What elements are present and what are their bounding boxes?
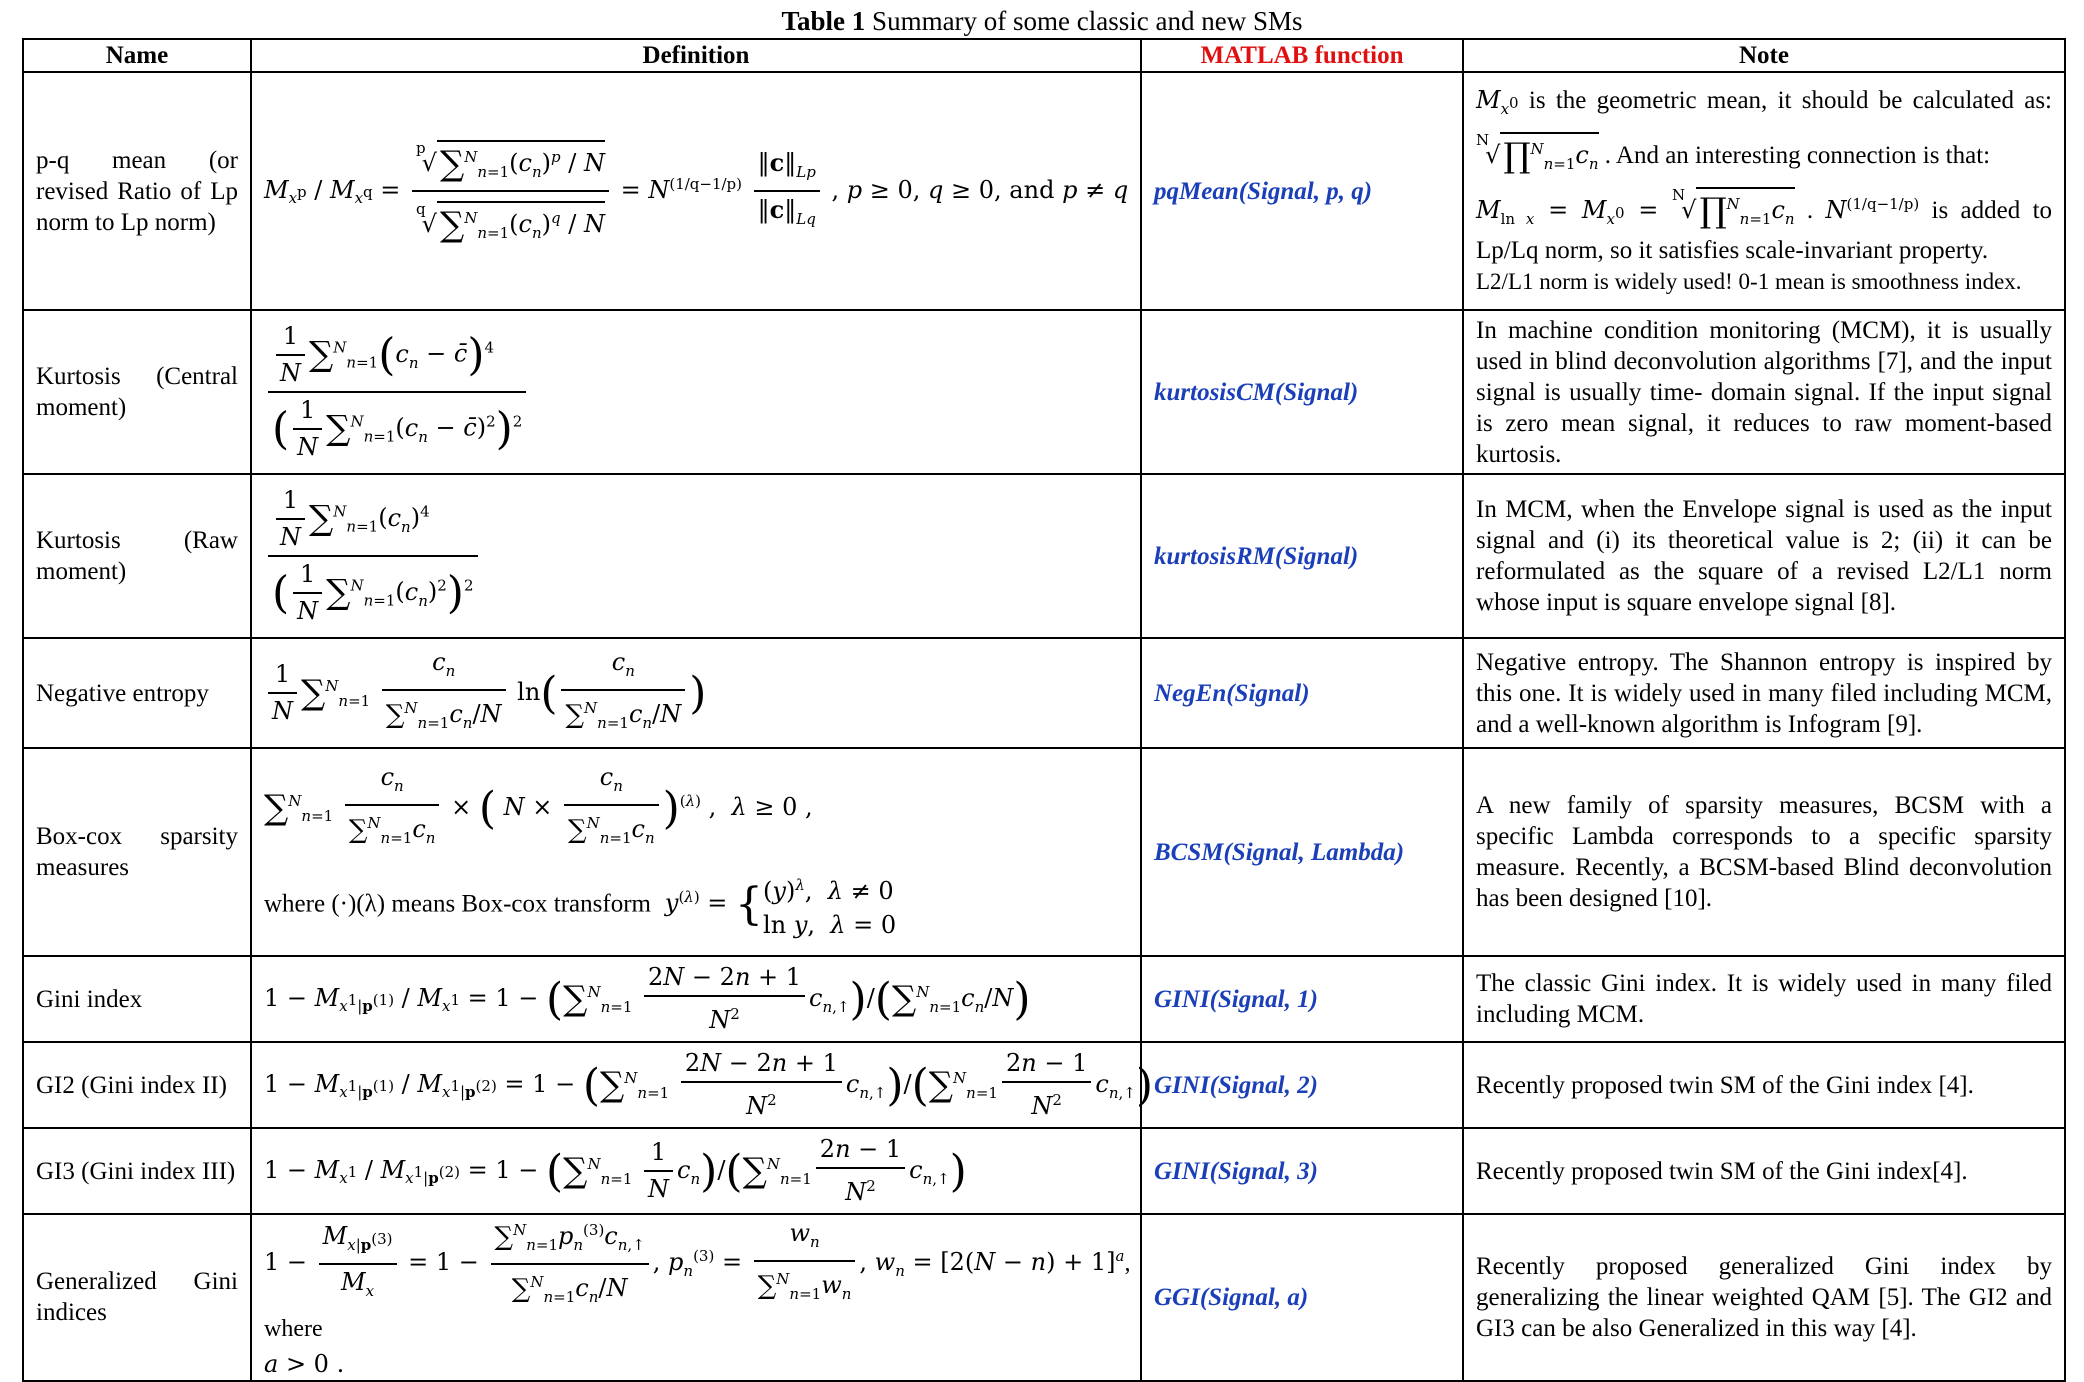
matlab-function: BCSM(Signal, Lambda) (1141, 748, 1463, 956)
row-name: Kurtosis (Raw moment) (23, 474, 251, 638)
formula: ∑$^N_{n=1}$ $\frac{c_n}{\sum^N_{n=1}c_n}$ × ( N × $\frac{c_n}{\sum^N_{n=1}c_n}$ )$^{(\lambda)}$ , λ ≥ 0 , (264, 763, 813, 847)
formula: $\frac{1}{N}$ $\sum^N_{n=1}(c_n)^4$ ( $\frac{1}{N}$ $\sum^N_{n=1}(c_n)^2)^2$ (268, 485, 478, 627)
row-note: In machine condition monitoring (MCM), it is usually used in blind deconvolution algorithms [7], and the input signal is usually time- domain signal. If the input signal is zero mean signal, it reduces to raw moment-based kurtosis. (1463, 310, 2065, 474)
table-row (23, 748, 2065, 956)
header-row (23, 39, 2065, 72)
caption-text: Summary of some classic and new SMs (872, 6, 1303, 36)
matlab-function: NegEn(Signal) (1141, 638, 1463, 748)
matlab-function: GINI(Signal, 1) (1141, 956, 1463, 1042)
row-definition (251, 1128, 1141, 1214)
row-note: A new family of sparsity measures, BCSM with a specific Lambda corresponds to a specific sparsity measure. Recently, a BCSM-based Blind deconvolution has been designed [10]. (1463, 748, 2065, 956)
condition: a > 0 . (264, 1349, 345, 1378)
table-row (23, 1042, 2065, 1128)
row-note: Recently proposed generalized Gini index by generalizing the linear weighted QAM [5]. The GI2 and GI3 can be also Generalized in this way [4]. (1463, 1214, 2065, 1381)
row-definition (251, 1214, 1141, 1381)
header-name: Name (23, 39, 251, 72)
row-definition (251, 72, 1141, 310)
formula: $\frac{1}{N}$ ∑$^N_{n=1}$ $\frac{c_n}{\sum^N_{n=1}c_n/N}$ ln( $\frac{c_n}{\sum^N_{n=1}c_n/N}$ ) (264, 678, 706, 706)
row-note: The classic Gini index. It is widely used in many filed including MCM. (1463, 956, 2065, 1042)
formula: $1 - M_{x^1|p^{(1)}} / M_{x^1} = 1 - (\sum^N_{n=1}$ $\frac{2N - 2n + 1}{N^2}$ $c_{n,↑})/(\sum^N_{n=1}c_n/N)$ (264, 963, 1031, 1034)
sm-summary-table (22, 38, 2066, 1382)
row-name: GI2 (Gini index II) (23, 1042, 251, 1128)
formula: 1 − $\frac{M_{x|p^{(3)}}}{M_x}$ = 1 − $\frac{\sum^N_{n=1}p_n^{(3)}c_{n,↑}}{\sum^N_{n=1}c_n/N}$ , $p_n^{(3)}$ = $\frac{w_n}{\sum^N_{n=1}w_n}$ , $w_n = [2(N - n) + 1]^a$ (264, 1248, 1124, 1276)
header-definition: Definition (251, 39, 1141, 72)
table-row (23, 1128, 2065, 1214)
row-name: Kurtosis (Central moment) (23, 310, 251, 474)
table-caption (0, 4, 2084, 38)
row-definition (251, 310, 1141, 474)
row-note: In MCM, when the Envelope signal is used as the input signal and (i) its theoretical value is 2; (ii) it can be reformulated as the square of a revised L2/L1 norm whose input is square envelope signal [8]. (1463, 474, 2065, 638)
matlab-function: GGI(Signal, a) (1141, 1214, 1463, 1381)
table-row (23, 474, 2065, 638)
table-row (23, 72, 2065, 310)
note-text: is the geometric mean, it should be calculated as: (1528, 87, 2053, 115)
matlab-function: pqMean(Signal, p, q) (1141, 72, 1463, 310)
row-name: p-q mean (or revised Ratio of Lp norm to Lp norm) (23, 72, 251, 310)
table-row (23, 310, 2065, 474)
row-name: Gini index (23, 956, 251, 1042)
row-note: Negative entropy. The Shannon entropy is inspired by this one. It is widely used in many filed including MCM, and a well-known algorithm is Infogram [9]. (1463, 638, 2065, 748)
row-name: GI3 (Gini index III) (23, 1128, 251, 1214)
table-row (23, 638, 2065, 748)
note-text: . (1806, 196, 1826, 224)
matlab-function: kurtosisCM(Signal) (1141, 310, 1463, 474)
formula: $\frac{1}{N}$ $\sum^N_{n=1}(c_n$ − c̄)$^4$ ( $\frac{1}{N}$ $\sum^N_{n=1}(c_n$ − c̄)$^2$)$^2$ (268, 321, 526, 463)
row-definition (251, 474, 1141, 638)
matlab-function: GINI(Signal, 3) (1141, 1128, 1463, 1214)
formula: $1 - M_{x^1} / M_{x^1|p^{(2)}} = 1 - (\sum^N_{n=1}$ $\frac{1}{N}$ $c_n)/(\sum^N_{n=1}$ $\frac{2n - 1}{N^2}$ $c_{n,↑}$) (264, 1135, 967, 1206)
note-extra: L2/L1 norm is widely used! 0-1 mean is smoothness index. (1476, 268, 2022, 294)
row-note: Recently proposed twin SM of the Gini index[4]. (1463, 1128, 2065, 1214)
row-note: Recently proposed twin SM of the Gini index [4]. (1463, 1042, 2065, 1128)
row-definition (251, 638, 1141, 748)
row-name: Negative entropy (23, 638, 251, 748)
row-note: $M_{x^0}$ is the geometric mean, it should be calculated as: $^N√\prod^N_{n=1}c_n$ . And an interesting connection is that: $M_{ln x} = M_{x^0}$ = $^N√\prod^N_{n=1}c_n$ . $N^{(1/q-1/p)}$ is added to Lp/Lq norm, so it satisfies scale-invariant property. L2/L1 norm is widely used! 0-1 mean is smoothness index. (1463, 72, 2065, 310)
formula: $1 - M_{x^1|p^{(1)}} / M_{x^1|p^{(2)}} = 1 - (\sum^N_{n=1}$ $\frac{2N - 2n + 1}{N^2}$ $c_{n,↑})/(\sum^N_{n=1}$ $\frac{2n - 1}{N^2}$ $c_{n,↑}$) (264, 1049, 1153, 1120)
def-text: , where (264, 1250, 1131, 1342)
row-definition (251, 1042, 1153, 1128)
row-definition (251, 748, 1141, 956)
matlab-function: kurtosisRM(Signal) (1141, 474, 1463, 638)
note-text: . And an interesting connection is that: (1604, 142, 1991, 170)
row-definition (251, 956, 1141, 1042)
row-name: Box-cox sparsity measures (23, 748, 251, 956)
table-row (23, 956, 2065, 1042)
row-name: Generalized Gini indices (23, 1214, 251, 1381)
note-text: is added to Lp/Lq norm, so it satisfies scale-invariant property. (1476, 196, 2053, 264)
caption-label: Table 1 (781, 6, 866, 36)
table-row (23, 1214, 2065, 1381)
header-note: Note (1463, 39, 2065, 72)
matlab-function: GINI(Signal, 2) (1141, 1042, 1463, 1128)
def-text: where (·)(λ) means Box-cox transform (264, 890, 651, 918)
formula: $M_{x^p} / M_{x^q}$ = $\frac{^p√\sum^N_{n=1}(c_n)^p / N}{^q√\sum^N_{n=1}(c_n)^q / N}$ = $N^{(1/q-1/p)}$ $\frac{‖c‖_{Lp}}{‖c‖_{Lq}}$ , p ≥ 0, q ≥ 0, and p ≠ q (264, 176, 1128, 204)
header-matlab: MATLAB function (1141, 39, 1463, 72)
boxcox-formula: $y^{(\lambda)} = \{(y)^\lambda$, λ ≠ 0 ln y, λ = 0 (664, 875, 897, 939)
